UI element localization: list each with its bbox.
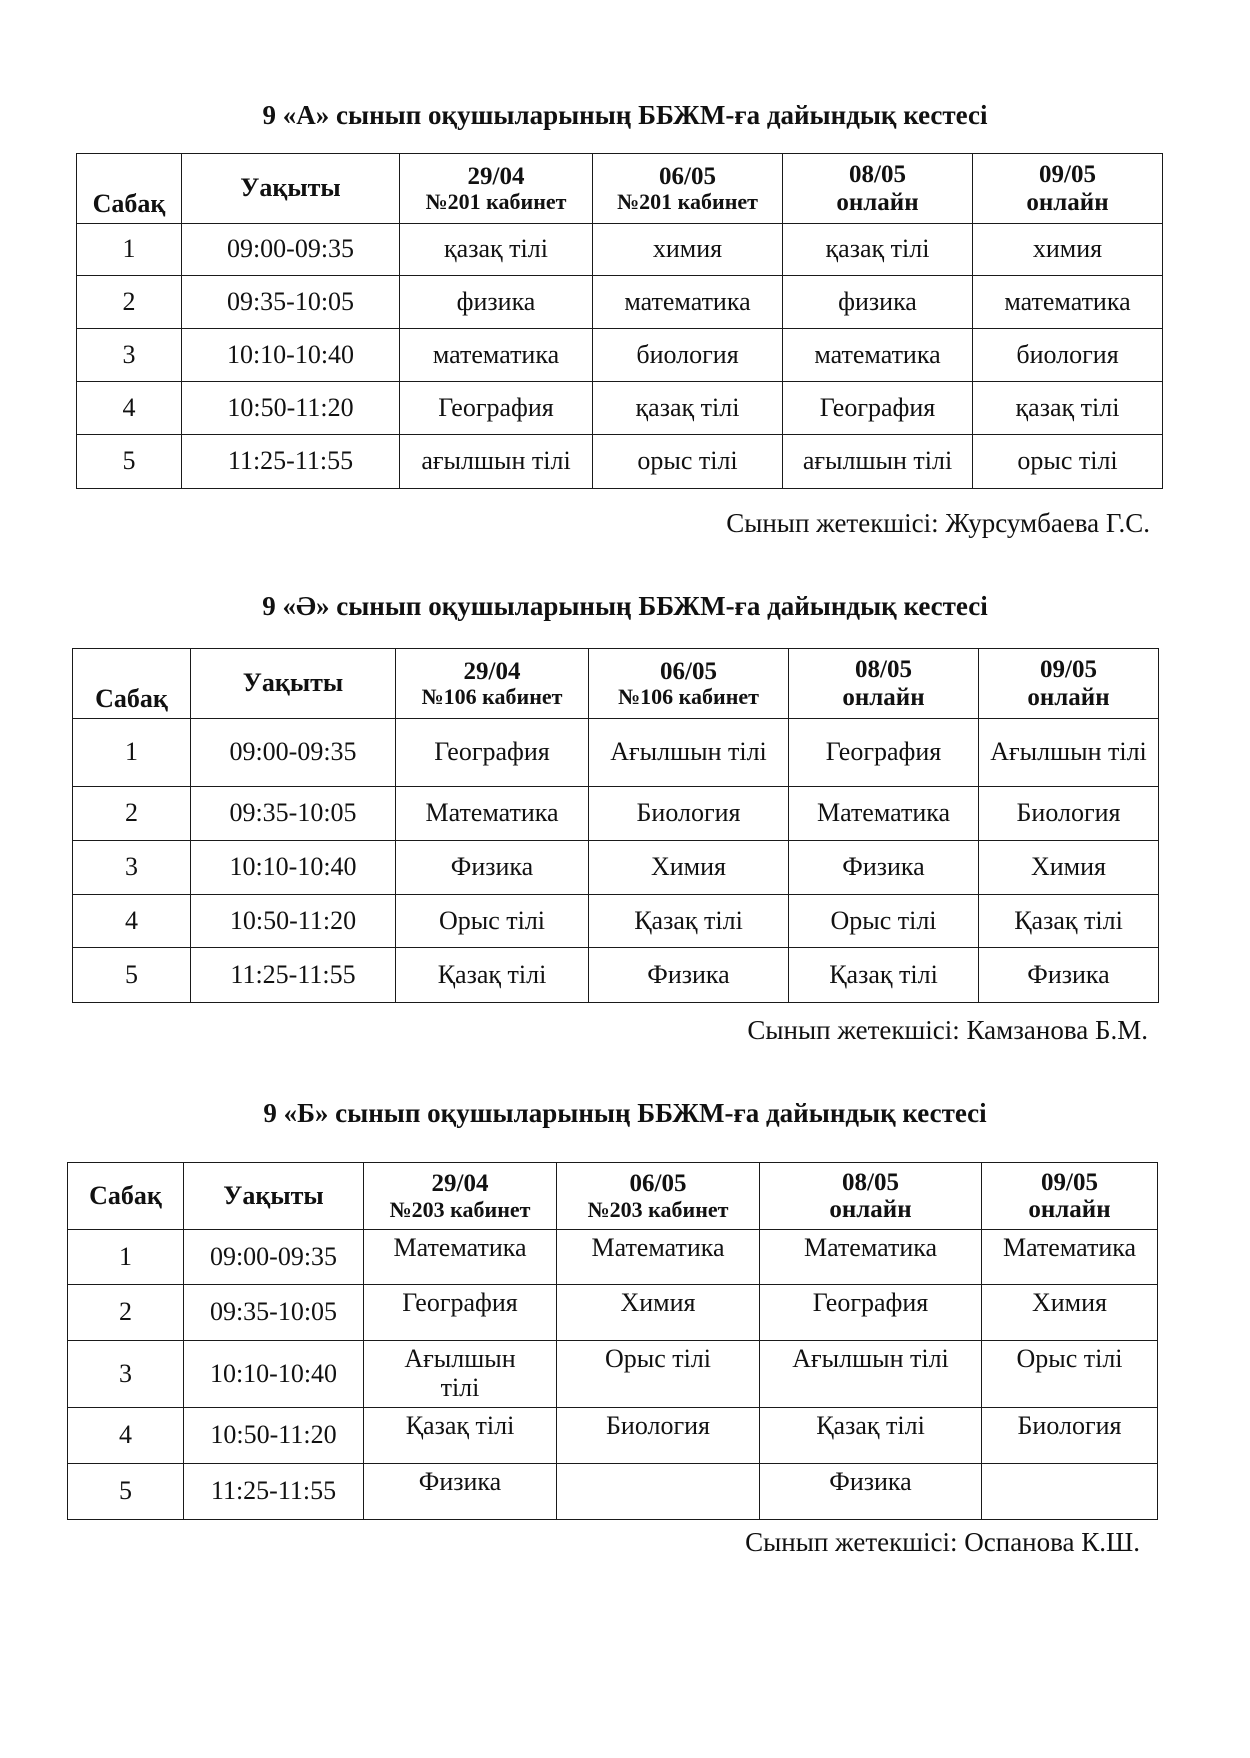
subject-cell: қазақ тілі	[593, 382, 783, 435]
subject-cell: География	[760, 1285, 982, 1341]
subject-cell: Ағылшын тілі	[364, 1341, 557, 1408]
schedule-table-a	[76, 153, 1163, 489]
subject-cell: биология	[973, 329, 1163, 382]
subject-cell: Физика	[364, 1464, 557, 1520]
subject-cell: Химия	[589, 841, 789, 895]
lesson-time: 09:00-09:35	[184, 1230, 364, 1285]
subject-cell: математика	[973, 276, 1163, 329]
table-row	[73, 841, 1159, 895]
class-teacher-ae: Сынып жетекшісі: Камзанова Б.М.	[747, 1015, 1148, 1045]
section-ae-title: 9 «Ә» сынып оқушыларының ББЖМ-ға дайындық кестесі	[262, 591, 988, 621]
lesson-number: 1	[73, 719, 191, 787]
lesson-number: 4	[77, 382, 182, 435]
header-lesson: Сабақ	[73, 649, 191, 719]
subject-cell: Математика	[982, 1230, 1158, 1285]
header-date-1: 29/04 №203 кабинет	[364, 1163, 557, 1230]
subject-cell: ағылшын тілі	[783, 435, 973, 489]
header-lesson: Сабақ	[68, 1163, 184, 1230]
subject-cell: математика	[783, 329, 973, 382]
lesson-time: 09:00-09:35	[182, 224, 400, 276]
lesson-number: 3	[77, 329, 182, 382]
subject-cell: Биология	[557, 1408, 760, 1464]
subject-cell	[557, 1464, 760, 1520]
subject-cell: қазақ тілі	[973, 382, 1163, 435]
subject-cell: Биология	[982, 1408, 1158, 1464]
header-time: Уақыты	[182, 154, 400, 224]
subject-cell: Физика	[396, 841, 589, 895]
table-row	[68, 1408, 1158, 1464]
table-row	[73, 895, 1159, 948]
subject-cell	[982, 1464, 1158, 1520]
subject-cell: Физика	[979, 948, 1159, 1003]
lesson-time: 11:25-11:55	[182, 435, 400, 489]
lesson-time: 09:35-10:05	[184, 1285, 364, 1341]
subject-cell: Биология	[979, 787, 1159, 841]
subject-cell: химия	[593, 224, 783, 276]
subject-cell: физика	[783, 276, 973, 329]
lesson-time: 11:25-11:55	[184, 1464, 364, 1520]
subject-cell: География	[400, 382, 593, 435]
subject-cell: Химия	[982, 1285, 1158, 1341]
subject-cell: қазақ тілі	[400, 224, 593, 276]
subject-cell: География	[364, 1285, 557, 1341]
table-header-row	[68, 1163, 1158, 1230]
lesson-number: 5	[77, 435, 182, 489]
subject-cell: География	[396, 719, 589, 787]
schedule-table-b	[67, 1162, 1158, 1520]
header-time: Уақыты	[191, 649, 396, 719]
lesson-number: 5	[68, 1464, 184, 1520]
lesson-time: 10:50-11:20	[184, 1408, 364, 1464]
header-date-4: 09/05 онлайн	[973, 154, 1163, 224]
lesson-number: 3	[73, 841, 191, 895]
lesson-number: 2	[77, 276, 182, 329]
class-teacher-b: Сынып жетекшісі: Оспанова К.Ш.	[745, 1527, 1140, 1557]
subject-cell: Физика	[789, 841, 979, 895]
subject-cell: Орыс тілі	[982, 1341, 1158, 1408]
header-date-1: 29/04 №201 кабинет	[400, 154, 593, 224]
lesson-number: 3	[68, 1341, 184, 1408]
table-row	[77, 382, 1163, 435]
header-date-4: 09/05 онлайн	[979, 649, 1159, 719]
subject-cell: Орыс тілі	[789, 895, 979, 948]
table-row	[73, 948, 1159, 1003]
subject-cell: математика	[400, 329, 593, 382]
lesson-number: 5	[73, 948, 191, 1003]
header-date-3: 08/05 онлайн	[783, 154, 973, 224]
subject-cell: Математика	[557, 1230, 760, 1285]
table-row	[68, 1464, 1158, 1520]
subject-cell: химия	[973, 224, 1163, 276]
subject-cell: Ағылшын тілі	[760, 1341, 982, 1408]
lesson-time: 09:35-10:05	[191, 787, 396, 841]
class-teacher-a: Сынып жетекшісі: Журсумбаева Г.С.	[726, 508, 1150, 538]
subject-cell: Химия	[979, 841, 1159, 895]
subject-cell: қазақ тілі	[783, 224, 973, 276]
table-row	[68, 1341, 1158, 1408]
table-row	[77, 435, 1163, 489]
subject-cell: Физика	[760, 1464, 982, 1520]
subject-cell: математика	[593, 276, 783, 329]
lesson-number: 1	[77, 224, 182, 276]
lesson-number: 4	[68, 1408, 184, 1464]
subject-cell: Математика	[396, 787, 589, 841]
lesson-number: 1	[68, 1230, 184, 1285]
table-row	[73, 787, 1159, 841]
subject-cell: Орыс тілі	[557, 1341, 760, 1408]
lesson-number: 2	[68, 1285, 184, 1341]
header-lesson: Сабақ	[77, 154, 182, 224]
lesson-time: 09:35-10:05	[182, 276, 400, 329]
lesson-number: 4	[73, 895, 191, 948]
subject-cell: Қазақ тілі	[589, 895, 789, 948]
subject-cell: Қазақ тілі	[396, 948, 589, 1003]
lesson-time: 10:50-11:20	[182, 382, 400, 435]
subject-cell: ағылшын тілі	[400, 435, 593, 489]
header-date-2: 06/05 №201 кабинет	[593, 154, 783, 224]
table-row	[68, 1230, 1158, 1285]
header-time: Уақыты	[184, 1163, 364, 1230]
header-date-2: 06/05 №106 кабинет	[589, 649, 789, 719]
header-date-1: 29/04 №106 кабинет	[396, 649, 589, 719]
subject-cell: Қазақ тілі	[789, 948, 979, 1003]
table-row	[77, 329, 1163, 382]
subject-cell: Ағылшын тілі	[589, 719, 789, 787]
subject-cell: Математика	[789, 787, 979, 841]
lesson-time: 11:25-11:55	[191, 948, 396, 1003]
lesson-time: 10:10-10:40	[182, 329, 400, 382]
section-a-title: 9 «А» сынып оқушыларының ББЖМ-ға дайындық кестесі	[262, 100, 988, 130]
schedule-table-ae	[72, 648, 1159, 1003]
subject-cell: Химия	[557, 1285, 760, 1341]
subject-cell: биология	[593, 329, 783, 382]
subject-cell: Қазақ тілі	[364, 1408, 557, 1464]
lesson-time: 10:50-11:20	[191, 895, 396, 948]
header-date-4: 09/05 онлайн	[982, 1163, 1158, 1230]
subject-cell: Физика	[589, 948, 789, 1003]
subject-cell: Орыс тілі	[396, 895, 589, 948]
lesson-time: 10:10-10:40	[191, 841, 396, 895]
subject-cell: Математика	[760, 1230, 982, 1285]
header-date-3: 08/05 онлайн	[789, 649, 979, 719]
table-row	[68, 1285, 1158, 1341]
subject-cell: Биология	[589, 787, 789, 841]
subject-cell: Ағылшын тілі	[979, 719, 1159, 787]
section-b-title: 9 «Б» сынып оқушыларының ББЖМ-ға дайындық кестесі	[263, 1098, 987, 1128]
lesson-time: 10:10-10:40	[184, 1341, 364, 1408]
subject-cell: География	[789, 719, 979, 787]
subject-cell: физика	[400, 276, 593, 329]
table-row	[77, 276, 1163, 329]
table-header-row	[77, 154, 1163, 224]
table-row	[77, 224, 1163, 276]
table-row	[73, 719, 1159, 787]
subject-cell: Математика	[364, 1230, 557, 1285]
header-date-2: 06/05 №203 кабинет	[557, 1163, 760, 1230]
lesson-number: 2	[73, 787, 191, 841]
subject-cell: Қазақ тілі	[979, 895, 1159, 948]
subject-cell: орыс тілі	[593, 435, 783, 489]
table-header-row	[73, 649, 1159, 719]
subject-cell: орыс тілі	[973, 435, 1163, 489]
lesson-time: 09:00-09:35	[191, 719, 396, 787]
subject-cell: Қазақ тілі	[760, 1408, 982, 1464]
header-date-3: 08/05 онлайн	[760, 1163, 982, 1230]
subject-cell: География	[783, 382, 973, 435]
